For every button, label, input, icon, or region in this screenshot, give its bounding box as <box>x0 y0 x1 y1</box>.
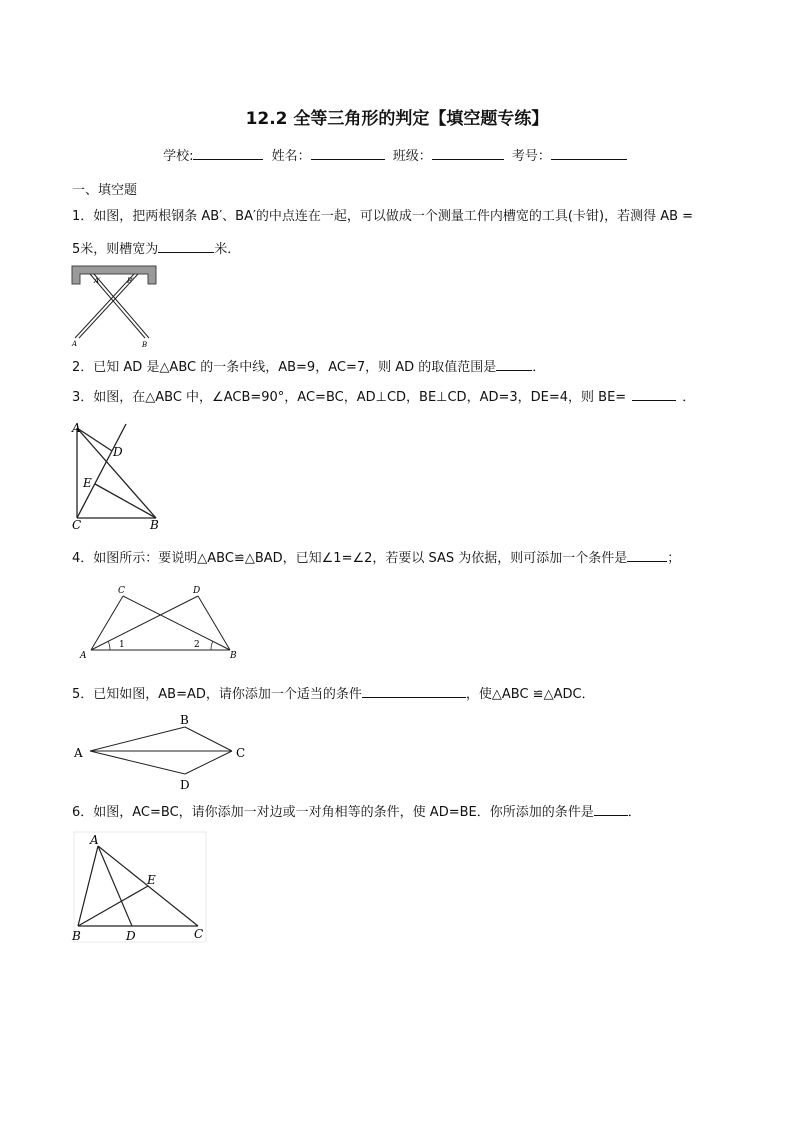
label-angle-2: 2 <box>194 640 200 650</box>
steel-bar-2-edge <box>75 274 134 338</box>
label-d: D <box>193 586 201 596</box>
exam-no-blank[interactable] <box>551 147 627 160</box>
figure-q3 <box>70 418 170 532</box>
school-label: 学校: <box>163 149 194 164</box>
segment-ab <box>90 727 185 751</box>
label-d: D <box>126 929 136 943</box>
label-e: E <box>83 476 92 490</box>
segment-ad <box>90 751 185 774</box>
steel-bar-1-edge <box>94 274 149 338</box>
label-b: B <box>150 518 159 532</box>
segment-ab <box>78 846 98 926</box>
label-c: C <box>236 746 246 760</box>
question-2-suffix: ． <box>532 360 546 375</box>
question-5 <box>72 685 595 704</box>
label-c: C <box>118 586 125 596</box>
caliper-figure <box>70 264 160 348</box>
label-d: D <box>113 445 123 459</box>
label-b: B <box>180 713 189 727</box>
label-angle-1: 1 <box>119 640 125 650</box>
question-3-suffix: ． <box>682 390 696 405</box>
question-5-text: 5．已知如图，AB=AD，请你添加一个适当的条件 <box>72 687 362 702</box>
label-a-prime: A′ <box>94 277 101 285</box>
name-label: 姓名： <box>271 149 311 164</box>
question-3-answer-blank[interactable] <box>632 388 676 401</box>
label-b: B <box>142 341 148 348</box>
angle-2-arc <box>211 641 213 650</box>
question-6-suffix: ． <box>627 805 641 820</box>
exam-no-label: 考号： <box>511 149 551 164</box>
line-cd <box>77 424 126 518</box>
class-blank[interactable] <box>432 147 504 160</box>
question-4 <box>72 549 680 568</box>
figure-q6 <box>70 828 210 944</box>
label-e: E <box>147 873 156 887</box>
question-2-answer-blank[interactable] <box>496 358 532 371</box>
label-d: D <box>180 778 190 792</box>
figure-q4 <box>74 584 244 662</box>
school-blank[interactable] <box>193 147 263 160</box>
label-a: A <box>72 340 78 348</box>
question-5-answer-blank[interactable] <box>362 685 466 698</box>
name-blank[interactable] <box>311 147 385 160</box>
section-heading: 一、填空题 <box>72 183 138 198</box>
figure-q5 <box>70 710 250 794</box>
question-4-suffix: ； <box>667 551 681 566</box>
question-2-text: 2．已知 AD 是△ABC 的一条中线，AB=9，AC=7，则 AD 的取值范围是 <box>72 360 497 375</box>
label-a: A <box>80 651 87 661</box>
question-6-text: 6．如图，AC=BC，请你添加一对边或一对角相等的条件，使 AD=BE．你所添加的条件是 <box>72 805 594 820</box>
class-label: 班级： <box>392 149 432 164</box>
label-a: A <box>74 746 83 760</box>
label-c: C <box>72 518 82 532</box>
segment-dc <box>185 751 232 774</box>
label-a: A <box>72 421 81 435</box>
question-5-suffix: ，使△ABC ≌△ADC． <box>465 687 595 702</box>
slot-workpiece <box>72 266 156 284</box>
label-a: A <box>90 833 99 847</box>
question-1-suffix: 米． <box>214 242 241 257</box>
question-6 <box>72 803 641 822</box>
label-c: C <box>194 927 204 941</box>
segment-be <box>78 886 148 926</box>
page-title: 12.2 全等三角形的判定【填空题专练】 <box>245 109 549 129</box>
label-b-prime: B′ <box>127 277 134 285</box>
segment-ad <box>98 846 132 926</box>
question-2 <box>72 358 545 377</box>
question-1-line-1: 1．如图，把两根钢条 AB′、BA′的中点连在一起，可以做成一个测量工件内槽宽的工具(卡钳)，若测得 AB = <box>72 209 694 224</box>
question-1-text: 5米，则槽宽为 <box>72 242 159 257</box>
label-b: B <box>72 929 81 943</box>
segment-bc <box>185 727 232 751</box>
student-info-line <box>0 145 794 164</box>
question-1-line-2 <box>72 240 240 259</box>
label-b: B <box>230 651 237 661</box>
question-3 <box>72 388 695 407</box>
question-4-answer-blank[interactable] <box>627 549 667 562</box>
question-3-text: 3．如图，在△ABC 中，∠ACB=90°，AC=BC，AD⊥CD，BE⊥CD，AD=3，DE=4，则 BE= <box>72 390 627 405</box>
angle-1-arc <box>108 641 110 650</box>
segment-eb <box>95 484 156 518</box>
question-1-answer-blank[interactable] <box>158 240 214 253</box>
question-4-text: 4．如图所示：要说明△ABC≌△BAD，已知∠1=∠2，若要以 SAS 为依据，则可添加一个条件是 <box>72 551 628 566</box>
question-6-answer-blank[interactable] <box>594 803 628 816</box>
